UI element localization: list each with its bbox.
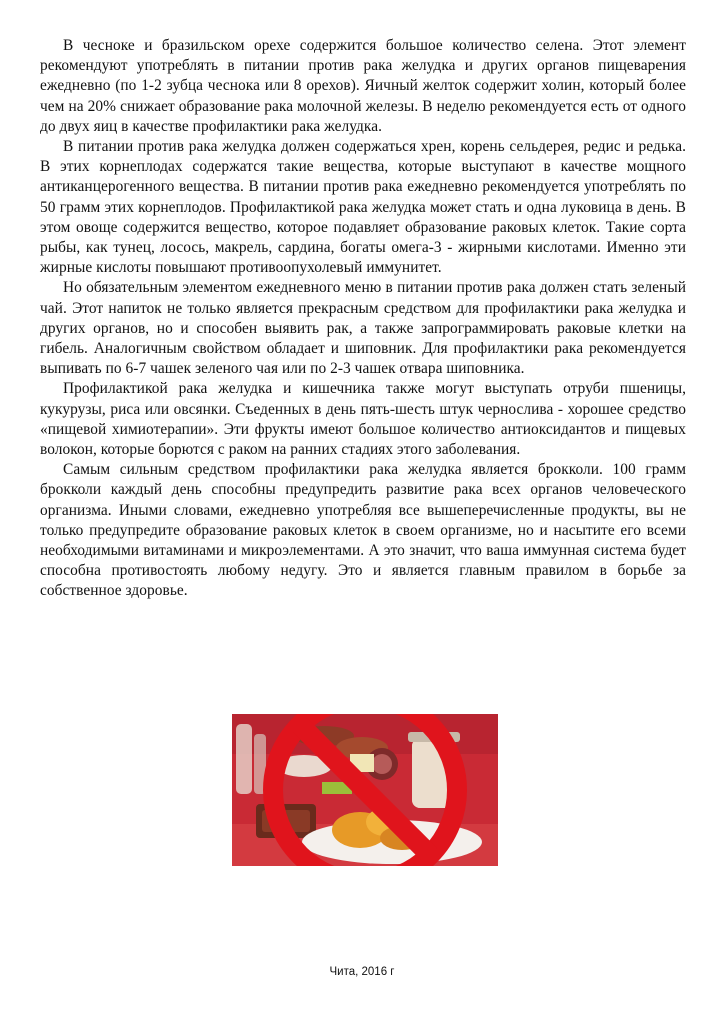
page-footer: Чита, 2016 г: [329, 966, 395, 978]
paragraph-green-tea: Но обязательным элементом ежедневного меню в питании против рака должен стать зеленый чай. Этот напиток не только является прекрасным средством для профилактики рака желудка и других органов, но и способен выявить рак, а также запрограммировать раковые клетки на гибель. Аналогичным свойством обладает и шиповник. Для профилактики рака рекомендуется выпивать по 6-7 чашек зеленого чая или по 2-3 чашек отвара шиповника.: [40, 279, 686, 378]
document-body: [40, 36, 686, 602]
paragraph-broccoli: Самым сильным средством профилактики рака желудка является брокколи. 100 грамм брокколи каждый день способны предупредить развитие рака всех органов человеческого организма. Иными словами, ежедневно употребляя все вышеперечисленные продукты, вы не только предупредите образование раковых клеток в своем организме, но и насытите его всеми необходимыми витаминами и микроэлементами. А это значит, что ваша иммунная система будет способна противостоять любому недугу. Это и является главным правилом в борьбе за собственное здоровье.: [40, 461, 686, 600]
prohibited-food-image: [232, 714, 498, 866]
food-photo-illustration: [232, 714, 498, 866]
paragraph-bran-prunes: Профилактикой рака желудка и кишечника также могут выступать отруби пшеницы, кукурузы, риса или овсянки. Съеденных в день пять-шесть штук чернослива - хорошее средство «пищевой химиотерапии». Эти фрукты имеют большое количество антиоксидантов и пищевых волокон, которые борются с раком на ранних стадиях этого заболевания.: [40, 380, 686, 459]
paragraph-selenium: В чесноке и бразильском орехе содержится большое количество селена. Этот элемент рекомендуют употреблять в питании против рака желудка и других органов пищеварения ежедневно (по 1-2 зубца чеснока или 8 орехов). Яичный желток содержит холин, который более чем на 20% снижает образование рака молочной железы. В неделю рекомендуется есть от одного до двух яиц в качестве профилактики рака желудка.: [40, 37, 686, 135]
paragraph-root-vegetables: В питании против рака желудка должен содержаться хрен, корень сельдерея, редис и редька. В этих корнеплодах содержатся такие вещества, которые выступают в качестве мощного антиканцерогенного вещества. В питании против рака ежедневно рекомендуется употреблять по 50 грамм этих корнеплодов. Профилактикой рака желудка может стать и одна луковица в день. В этом овоще содержится вещество, которое подавляет образование раковых клеток. Такие сорта рыбы, как тунец, лосось, макрель, сардина, богаты омега-3 - жирными кислотами. Именно эти жирные кислоты повышают противоопухолевый иммунитет.: [40, 138, 686, 277]
